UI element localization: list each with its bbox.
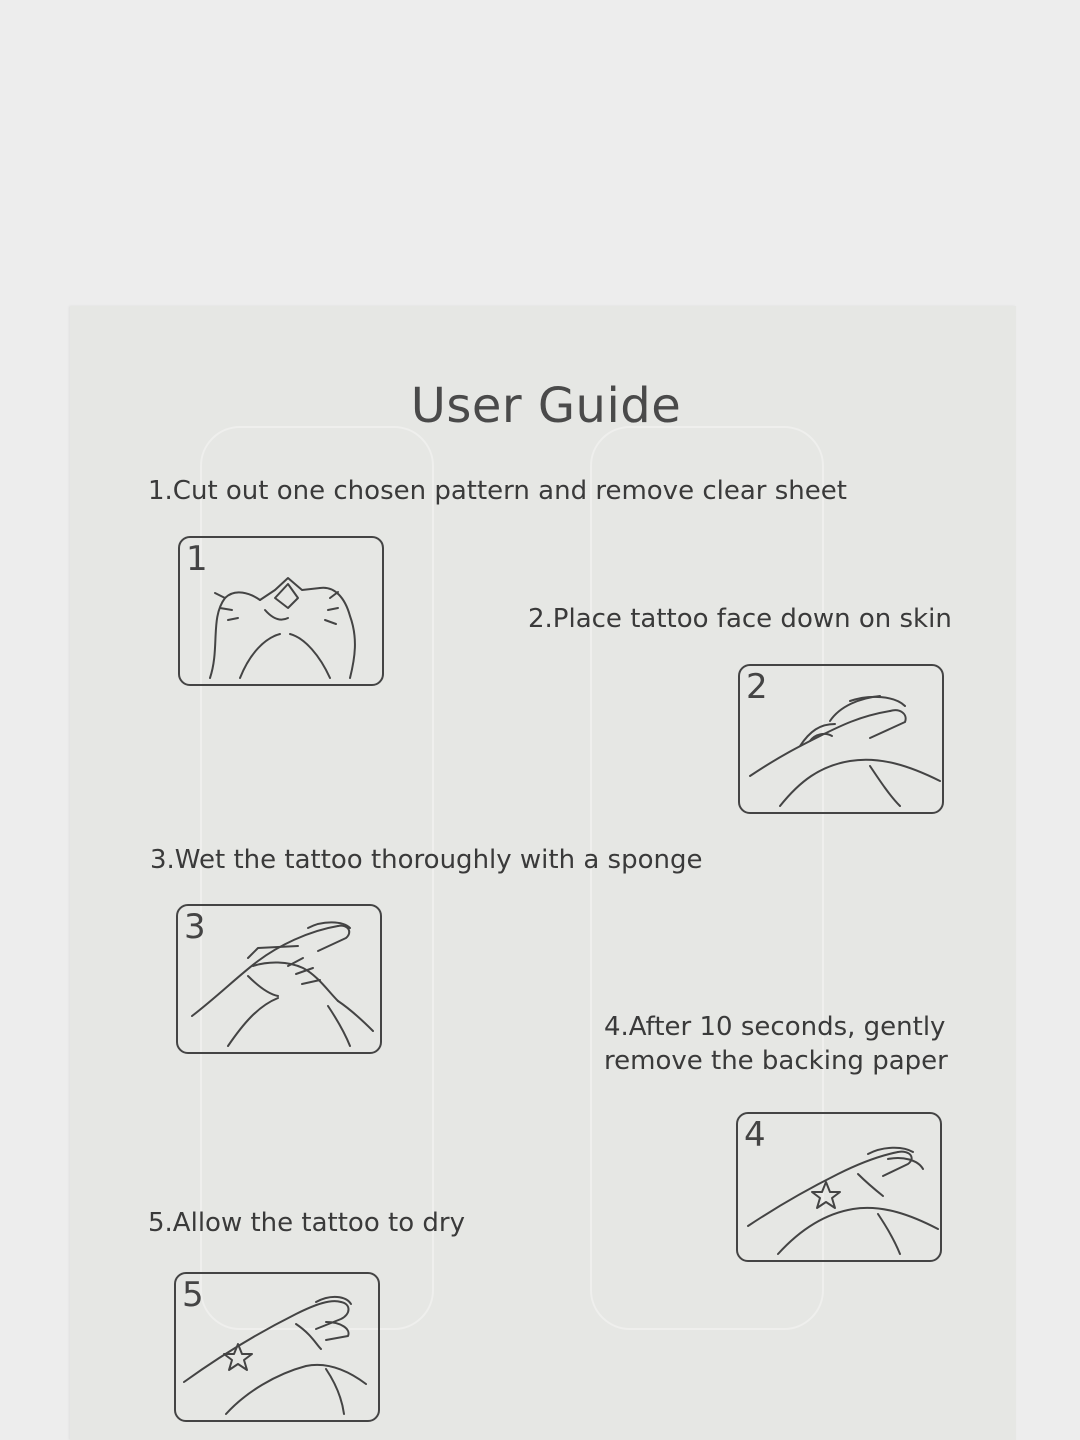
step-3-text: 3.Wet the tattoo thoroughly with a sponge	[150, 845, 703, 875]
step-5-illustration	[174, 1272, 380, 1422]
step-2-text: 2.Place tattoo face down on skin	[528, 604, 952, 634]
step-4-text-line1: 4.After 10 seconds, gently	[604, 1012, 946, 1042]
hand-wetting-sponge-icon	[178, 906, 380, 1052]
hand-placing-tattoo-icon	[740, 666, 942, 812]
step-5-text: 5.Allow the tattoo to dry	[148, 1208, 465, 1238]
step-4-text-line2: remove the backing paper	[604, 1046, 948, 1076]
hand-star-tattoo-icon	[176, 1274, 378, 1420]
page-title: User Guide	[410, 378, 682, 434]
step-2-number: 2	[746, 667, 768, 707]
step-1-number: 1	[186, 539, 208, 579]
step-4-illustration	[736, 1112, 942, 1262]
step-1-text: 1.Cut out one chosen pattern and remove clear sheet	[148, 476, 847, 506]
hands-cutting-icon	[180, 538, 382, 684]
hand-removing-backing-icon	[738, 1114, 940, 1260]
step-4-number: 4	[744, 1115, 766, 1155]
step-1-illustration	[178, 536, 384, 686]
step-5-number: 5	[182, 1275, 204, 1315]
step-2-illustration	[738, 664, 944, 814]
instruction-sheet	[70, 306, 1016, 1440]
step-3-illustration	[176, 904, 382, 1054]
step-3-number: 3	[184, 907, 206, 947]
